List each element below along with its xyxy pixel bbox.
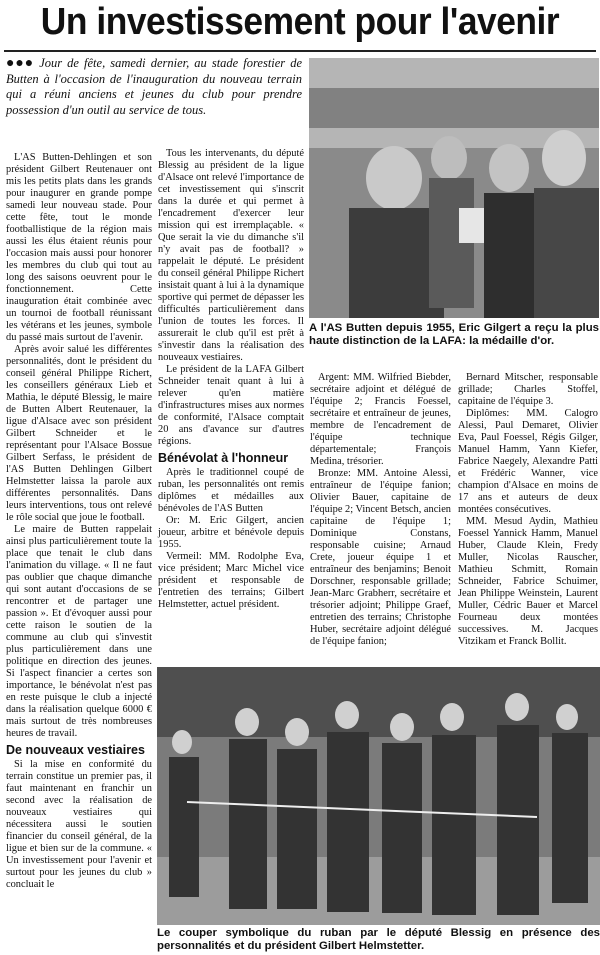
col3-paragraph-1: Argent: MM. Wilfried Biebder, secrétaire adjoint et délégué de l'équipe 2; Francis Foessel, secrétaire et entraîneur de jeunes, membre de l'encadrement de l'équipe technique départementale; François Medina, trésorier. (310, 372, 451, 467)
col4-paragraph-3: MM. Mesud Aydin, Mathieu Foessel Yannick Hamm, Manuel Huber, Claude Klein, Fredy Muller, Nicolas Rauscher, Mathieu Schmitt, Romain Schneider, Fabrice Schuimer, Jean Philippe Weinstein, Laurent Muller, Cédric Bauer et Marcel Fourneau deux montées successives. M. Jacques Vitzikam et Franck Bollit. (458, 516, 598, 647)
article-column-3 (310, 372, 451, 648)
photo-medal-ceremony (309, 58, 599, 318)
col2-paragraph-3: Après le traditionnel coupé de ruban, les personnalités ont remis diplômes et médailles aux bénévoles de l'AS Butten (158, 467, 304, 514)
col1-paragraph-2: Après avoir salué les différentes personnalités, dont le président du conseil général Philippe Richert, les conseillers généraux Lieb et Mathia, le député Blessig, le maire de Butten Albert Reutenauer, la ligue d'Alsace avec son président Gilbert Schneider et le représentant pour l'Alsace Bossue Gilbert Serfass, le président de l'AS Butten Dehlingen Gilbert Helmstetter laissa la parole aux différentes personnalités. Dans leurs interventions, tous ont relevé le rôle social que joue le football. (6, 344, 152, 523)
col1-paragraph-4: Si la mise en conformité du terrain constitue un premier pas, il faut maintenant en franchir un second avec la réalisation de nouveaux vestiaires qui nécessitera aussi le soutien financier du conseil général, de la ligue et bien sur de la commune. « Un investissement pour l'avenir et surtout pour les jeunes du club » concluait le (6, 759, 152, 890)
col2-paragraph-5: Vermeil: MM. Rodolphe Eva, vice président; Marc Michel vice président et responsable de l'entretien des terrains; Gilbert Helmstetter, actuel président. (158, 551, 304, 610)
col2-paragraph-4: Or: M. Eric Gilgert, ancien joueur, arbitre et bénévole depuis 1955. (158, 515, 304, 550)
subheading-vestiaires: De nouveaux vestiaires (6, 743, 145, 757)
subheading-benevolat: Bénévolat à l'honneur (158, 451, 289, 465)
col3-paragraph-2: Bronze: MM. Antoine Alessi, entraîneur de l'équipe fanion; Olivier Bauer, capitaine de l'équipe 2; Vincent Betsch, ancien capitaine de l'équipe 1; Dominique Constans, responsable cuisine; Arnaud Crete, joueur équipe 1 et entraîneur des benjamins; Benoit Dorschner, responsable grillade; Jean-Marc Grabherr, secrétaire et trésorier adjoint; Philippe Graef, entretien des terrains; Christophe Huber, secrétaire adjoint délégué de l'équipe fanion; (310, 468, 451, 647)
article-column-2 (158, 148, 304, 611)
col1-paragraph-1: L'AS Butten-Dehlingen et son président Gilbert Reutenauer ont mis les petits plats dans les grands pour inaugurer en grande pompe samedi leur nouveau stade. Pour cette fête, tout le monde footballistique de la région mais aussi les élus étaient réunis pour l'occasion mais aussi pour honorer les membres du club qui tout au long des saisons oeuvrent pour le fonctionnement. Cette inauguration était combinée avec un tournoi de football réunissant les vétérans et les jeunes, symbole du passé mais surtout de l'avenir. (6, 152, 152, 343)
col4-paragraph-1: Bernard Mitscher, responsable grillade; Charles Stoffel, capitaine de l'équipe 3. (458, 372, 598, 407)
col2-paragraph-1: Tous les intervenants, du député Blessig au président de la ligue d'Alsace ont relevé l'importance de cet investissement qui s'inscrit dans la durée et qui permet à l'encadrement d'exercer leur mission qui est irremplaçable. « Que serait la vie du dimanche s'il n'y avait pas de football? » rappelait le député. Le président du conseil général Philippe Richert insistait quant à lui à la dynamique sportive qui permet de dépasser les difficultés particulièrement dans l'union de toutes les forces. Il assurerait le club qu'il est prêt à s'investir dans la réalisation des nouveaux vestiaires. (158, 148, 305, 363)
col4-paragraph-2: Diplômes: MM. Calogro Alessi, Paul Demaret, Olivier Eva, Paul Foessel, Régis Gilger, Manuel Hamm, Yann Kiefer, Fabrice Naegely, Alexandre Patti et Frédéric Wanner, vice champion d'Alsace en moins de 17 ans et auteurs de deux montées consécutives. (458, 408, 598, 515)
lead-text: Jour de fête, samedi dernier, au stade forestier de Butten à l'occasion de l'inauguration du nouveau terrain qui a réuni anciens et jeunes du club pour prendre possession d'un outil au service de tous. (6, 56, 303, 117)
col2-paragraph-2: Le président de la LAFA Gilbert Schneider tenait quant à lui à relever qu'en matière d'infrastructures mises aux normes de conformité, l'Alsace comptait 20 ans d'avance sur d'autres régions. (158, 364, 304, 447)
article-column-4 (458, 372, 598, 648)
lead-paragraph (6, 56, 302, 118)
headline: Un investissement pour l'avenir (40, 1, 560, 43)
photo2-caption: Le couper symbolique du ruban par le député Blessig en présence des personnalités et du président Gilbert Helmstetter. (157, 927, 600, 952)
article-column-1 (6, 152, 152, 891)
lead-bullets: ●●● (6, 56, 35, 71)
photo1-caption: A l'AS Butten depuis 1955, Eric Gilgert a reçu la plus haute distinction de la LAFA: la médaille d'or. (309, 322, 599, 347)
headline-rule (4, 50, 596, 52)
photo-ribbon-cutting (157, 667, 600, 925)
col1-paragraph-3: Le maire de Butten rappelait ainsi plus particulièrement toute la place que tenait le club dans l'animation du village. « Il ne faut pas oublier que chaque dimanche qui sont autant d'occasions de se rencontrer et de partager une passion ». Et d'évoquer aussi pour cette raison le soutien de la commune au club qui s'investit plus particulièrement dans une politique en direction des jeunes. Si l'aspect financier a certes son importance, le bénévolat n'est pas en reste puisque le club a injecté dans la réalisation quelque 6000 € mais surtout de très nombreuses heures de travail. (6, 524, 152, 739)
